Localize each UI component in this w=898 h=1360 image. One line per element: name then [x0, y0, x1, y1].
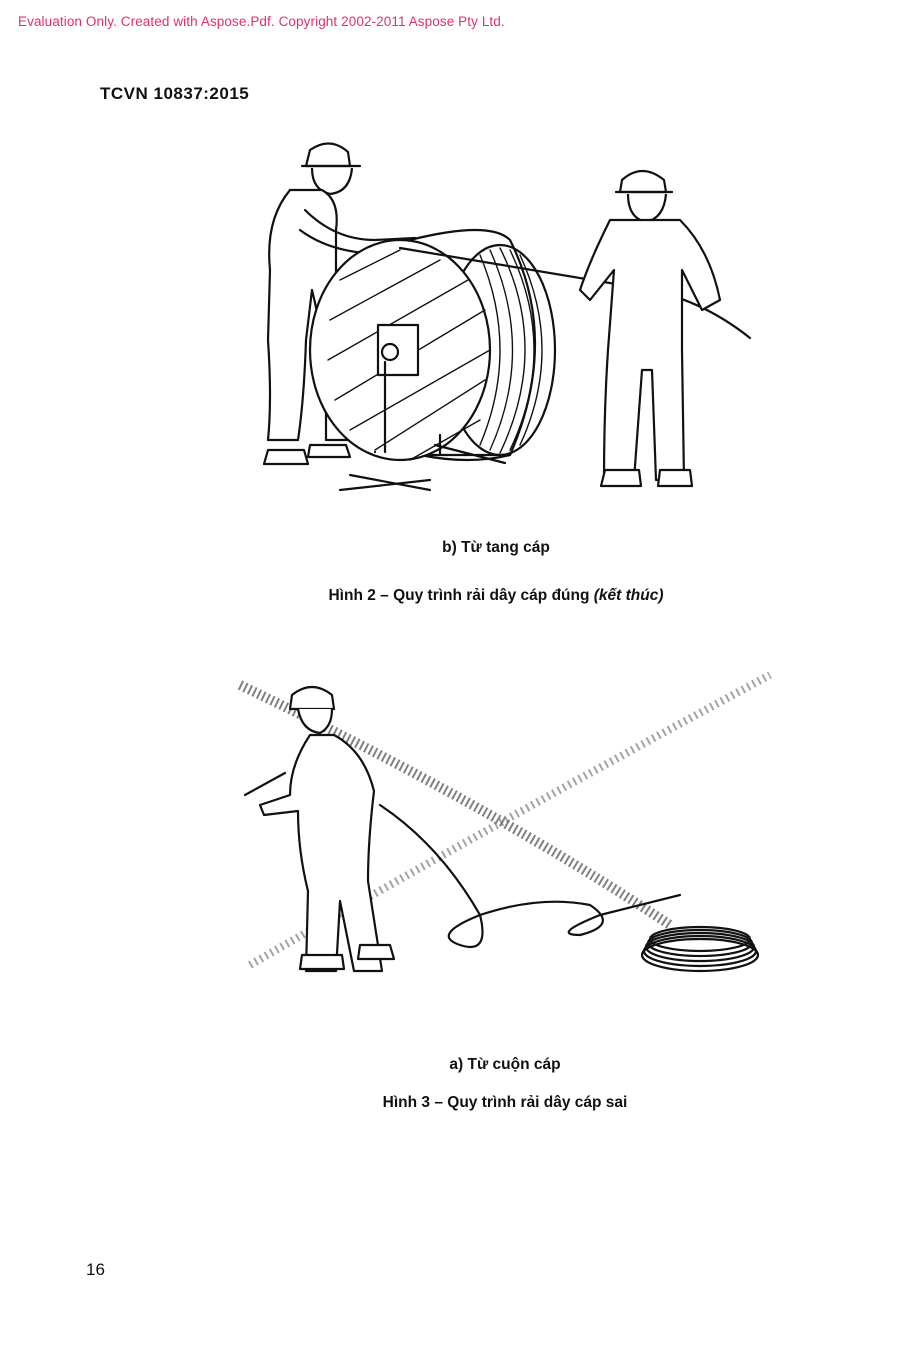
wrong-cable-laying-illustration	[230, 665, 790, 1005]
page-number: 16	[86, 1260, 105, 1279]
standard-code: TCVN 10837:2015	[100, 84, 250, 103]
figure2-caption-main: Hình 2 – Quy trình rải dây cáp đúng	[328, 587, 594, 604]
cable-coil-drawing	[642, 927, 758, 971]
figure2-caption-italic: (kết thúc)	[593, 587, 664, 604]
figure2-subcaption: b) Từ tang cáp	[442, 539, 550, 556]
cable-drum-illustration	[250, 130, 770, 510]
figure2-caption	[47, 587, 898, 605]
watermark-text: Evaluation Only. Created with Aspose.Pdf. Copyright 2002-2011 Aspose Pty Ltd.	[18, 14, 505, 29]
worker-drawing	[260, 687, 394, 971]
figure3-subcaption: a) Từ cuộn cáp	[449, 1056, 561, 1073]
right-worker-drawing	[580, 171, 720, 486]
figure3-caption: Hình 3 – Quy trình rải dây cáp sai	[382, 1094, 628, 1111]
